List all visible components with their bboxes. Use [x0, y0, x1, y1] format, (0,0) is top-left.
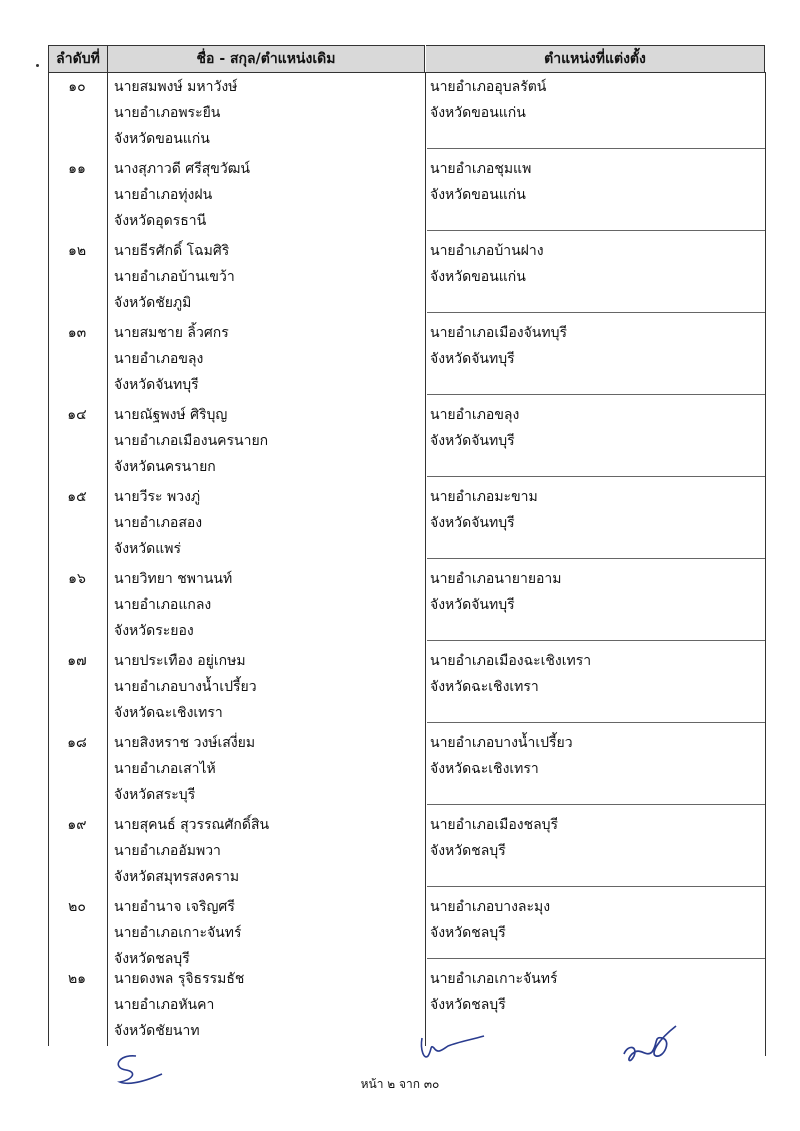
new-province: จังหวัดชลบุรี — [430, 925, 506, 941]
page-number: หน้า ๒ จาก ๓๐ — [360, 1077, 440, 1091]
row-divider — [427, 722, 765, 723]
old-province: จังหวัดชลบุรี — [114, 951, 190, 967]
row-number: ๑๒ — [67, 243, 87, 259]
row-divider — [427, 558, 765, 559]
old-details — [114, 566, 232, 644]
old-position: นายอำเภอสอง — [114, 515, 203, 531]
new-details — [430, 566, 562, 618]
new-details — [430, 894, 550, 946]
old-position: นายอำเภอแกลง — [114, 597, 212, 613]
header-order-number: ลำดับที่ — [48, 45, 108, 73]
new-province: จังหวัดขอนแก่น — [430, 269, 526, 285]
new-province: จังหวัดจันทบุรี — [430, 515, 515, 531]
row-number: ๒๐ — [68, 899, 86, 915]
new-position: นายอำเภอบ้านฝาง — [430, 243, 544, 259]
old-province: จังหวัดสมุทรสงคราม — [114, 869, 240, 885]
new-details — [430, 238, 544, 290]
old-details — [114, 894, 242, 972]
new-position: นายอำเภอเมืองชลบุรี — [430, 817, 559, 833]
old-province: จังหวัดระยอง — [114, 623, 194, 639]
new-details — [430, 402, 519, 454]
person-name: นายณัฐพงษ์ ศิริบุญ — [114, 407, 228, 423]
new-details — [430, 812, 558, 864]
new-details — [430, 648, 591, 700]
new-province: จังหวัดขอนแก่น — [430, 105, 526, 121]
old-details — [114, 648, 257, 726]
new-position: นายอำเภอนายายอาม — [430, 571, 562, 587]
old-details — [114, 320, 229, 398]
new-position: นายอำเภอเมืองฉะเชิงเทรา — [430, 653, 592, 669]
row-number: ๑๗ — [67, 653, 87, 669]
new-province: จังหวัดฉะเชิงเทรา — [430, 679, 539, 695]
row-divider — [427, 804, 765, 805]
person-name: นายสมพงษ์ มหาวังษ์ — [114, 79, 238, 95]
new-details — [430, 320, 567, 372]
row-number: ๑๓ — [67, 325, 87, 341]
person-name: นายธีรศักดิ์ โฉมศิริ — [114, 243, 230, 259]
row-number: ๑๘ — [67, 735, 87, 751]
new-province: จังหวัดจันทบุรี — [430, 597, 515, 613]
table-row — [48, 730, 764, 812]
new-details — [430, 730, 573, 782]
handwritten-signature — [616, 1018, 686, 1074]
old-province: จังหวัดแพร่ — [114, 541, 181, 557]
old-position: นายอำเภอบางน้ำเปรี้ยว — [114, 679, 257, 695]
table-row — [48, 812, 764, 894]
old-position: นายอำเภอบ้านเขว้า — [114, 269, 235, 285]
new-province: จังหวัดชลบุรี — [430, 997, 506, 1013]
new-province: จังหวัดชลบุรี — [430, 843, 506, 859]
table-border-right — [765, 72, 766, 1056]
old-position: นายอำเภอเกาะจันทร์ — [114, 925, 242, 941]
row-number: ๑๐ — [68, 79, 86, 95]
old-position: นายอำเภอขลุง — [114, 351, 204, 367]
handwritten-signature — [412, 1030, 492, 1070]
new-position: นายอำเภอขลุง — [430, 407, 520, 423]
person-name: นายวิทยา ชพานนท์ — [114, 571, 233, 587]
margin-mark — [36, 64, 39, 67]
new-details — [430, 156, 531, 208]
old-details — [114, 730, 255, 808]
table-row — [48, 484, 764, 566]
row-divider — [427, 148, 765, 149]
table-row — [48, 238, 764, 320]
new-position: นายอำเภอชุมแพ — [430, 161, 532, 177]
old-province: จังหวัดขอนแก่น — [114, 131, 210, 147]
old-details — [114, 812, 269, 890]
row-number: ๑๔ — [67, 407, 87, 423]
new-position: นายอำเภออุบลรัตน์ — [430, 79, 547, 95]
new-position: นายอำเภอเกาะจันทร์ — [430, 971, 558, 987]
new-province: จังหวัดจันทบุรี — [430, 351, 515, 367]
old-position: นายอำเภออัมพวา — [114, 843, 221, 859]
table-row — [48, 74, 764, 156]
old-details — [114, 238, 235, 316]
old-position: นายอำเภอพระยืน — [114, 105, 221, 121]
old-position: นายอำเภอหันคา — [114, 997, 215, 1013]
old-position: นายอำเภอเมืองนครนายก — [114, 433, 269, 449]
person-name: นายประเทือง อยู่เกษม — [114, 653, 246, 669]
person-name: นายดงพล รุจิธรรมธัช — [114, 971, 245, 987]
table-row — [48, 566, 764, 648]
row-number: ๑๙ — [67, 817, 87, 833]
row-number: ๑๖ — [68, 571, 86, 587]
row-number: ๒๑ — [67, 971, 87, 987]
header-name-old-position: ชื่อ - สกุล/ตำแหน่งเดิม — [108, 45, 425, 73]
old-position: นายอำเภอเสาไห้ — [114, 761, 216, 777]
old-province: จังหวัดฉะเชิงเทรา — [114, 705, 223, 721]
old-details — [114, 156, 250, 234]
row-divider — [427, 476, 765, 477]
old-details — [114, 484, 202, 562]
new-province: จังหวัดจันทบุรี — [430, 433, 515, 449]
new-position: นายอำเภอมะขาม — [430, 489, 538, 505]
table-row — [48, 894, 764, 976]
row-divider — [427, 312, 765, 313]
new-details — [430, 74, 546, 126]
old-details — [114, 402, 268, 480]
new-position: นายอำเภอบางน้ำเปรี้ยว — [430, 735, 573, 751]
row-divider — [427, 958, 765, 959]
row-divider — [427, 230, 765, 231]
new-details — [430, 966, 558, 1018]
old-position: นายอำเภอทุ่งฝน — [114, 187, 213, 203]
old-details — [114, 74, 237, 152]
person-name: นางสุภาวดี ศรีสุขวัฒน์ — [114, 161, 250, 177]
new-details — [430, 484, 538, 536]
old-province: จังหวัดอุดรธานี — [114, 213, 207, 229]
old-province: จังหวัดนครนายก — [114, 459, 216, 475]
person-name: นายวีระ พวงภู่ — [114, 489, 201, 505]
old-province: จังหวัดสระบุรี — [114, 787, 196, 803]
table-row — [48, 402, 764, 484]
person-name: นายสิงหราช วงษ์เสงี่ยม — [114, 735, 256, 751]
person-name: นายอำนาจ เจริญศรี — [114, 899, 235, 915]
header-new-position: ตำแหน่งที่แต่งตั้ง — [426, 45, 765, 73]
row-divider — [427, 886, 765, 887]
old-province: จังหวัดจันทบุรี — [114, 377, 199, 393]
table-row — [48, 156, 764, 238]
row-divider — [427, 640, 765, 641]
old-province: จังหวัดชัยภูมิ — [114, 295, 192, 311]
person-name: นายสมชาย ลิ้วศกร — [114, 325, 229, 341]
person-name: นายสุคนธ์ สุวรรณศักดิ์สิน — [114, 817, 270, 833]
row-divider — [427, 394, 765, 395]
new-province: จังหวัดขอนแก่น — [430, 187, 526, 203]
table-row — [48, 320, 764, 402]
table-row — [48, 648, 764, 730]
new-position: นายอำเภอบางละมุง — [430, 899, 551, 915]
old-province: จังหวัดชัยนาท — [114, 1023, 200, 1039]
new-position: นายอำเภอเมืองจันทบุรี — [430, 325, 567, 341]
new-province: จังหวัดฉะเชิงเทรา — [430, 761, 539, 777]
old-details — [114, 966, 244, 1044]
row-number: ๑๑ — [68, 161, 86, 177]
row-number: ๑๕ — [67, 489, 87, 505]
